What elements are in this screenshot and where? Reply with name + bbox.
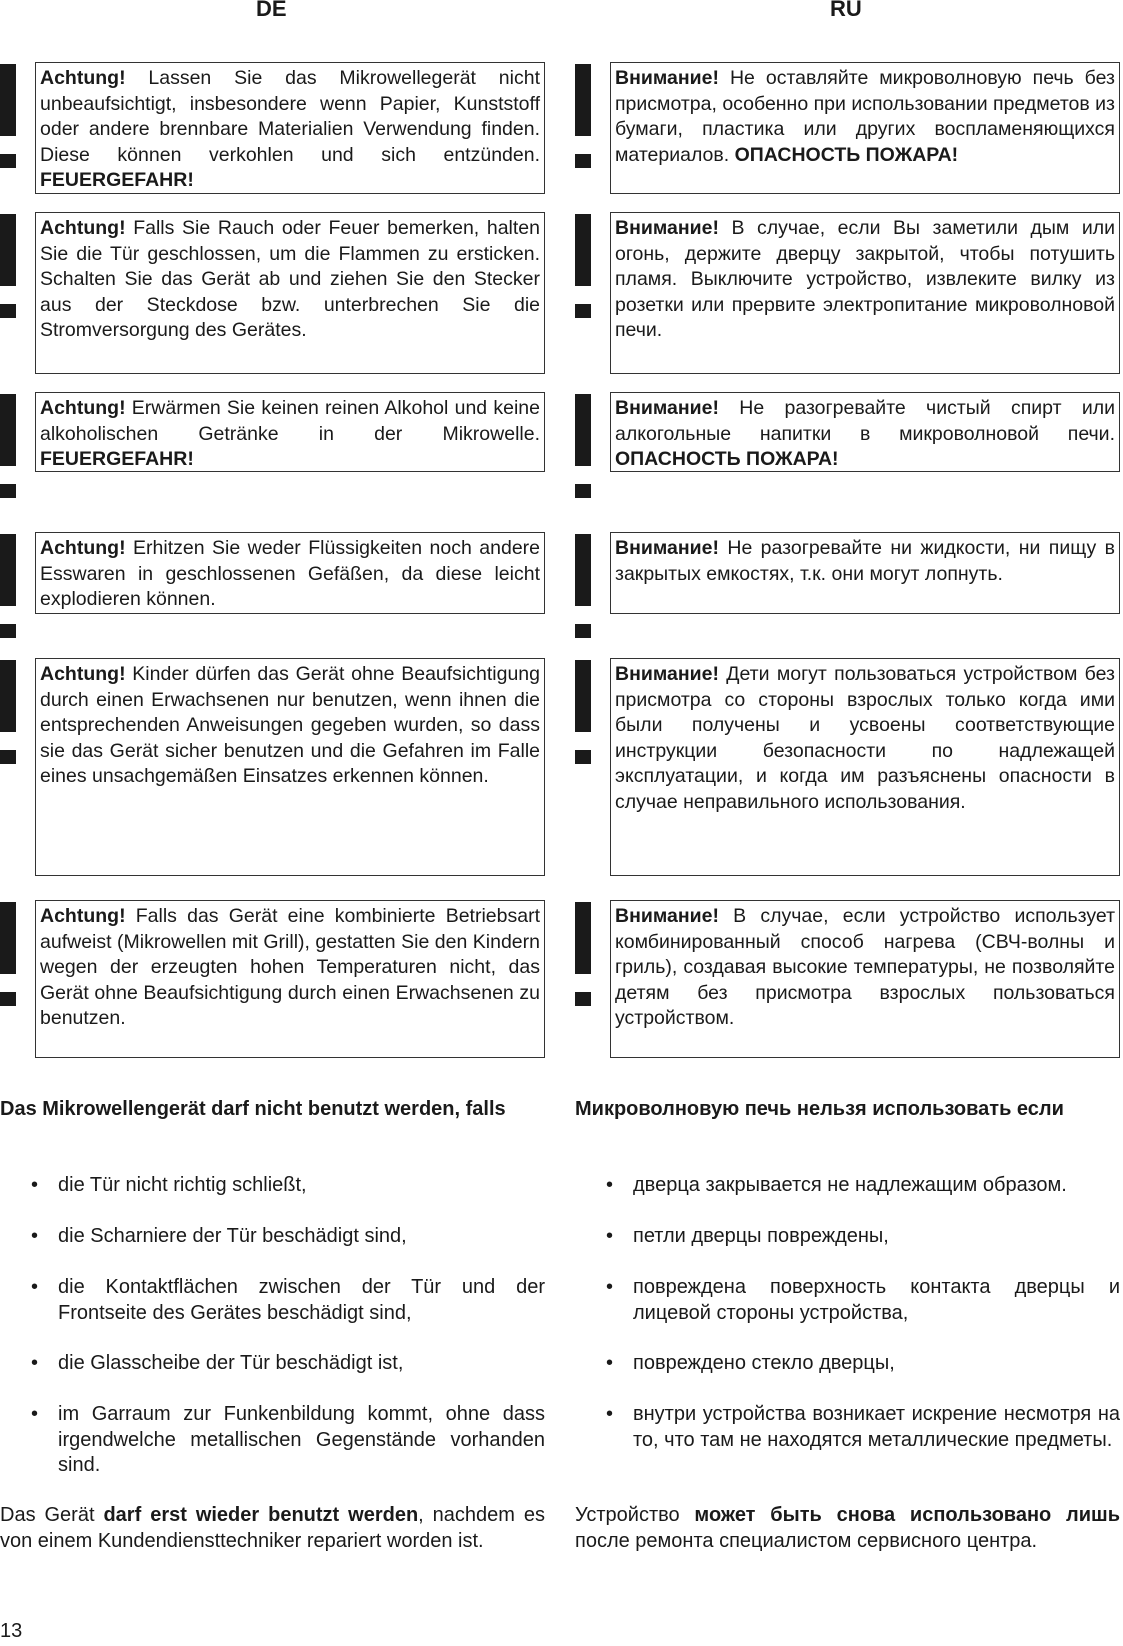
- warning-text: В случае, если устройство использует комбинированный способ нагрева (СВЧ-волны и гриль), создавая высокие температуры, не позволяйте детям без присмотра взрослых пользоваться устройством.: [615, 905, 1115, 1029]
- list-item-de: [31, 1173, 545, 1199]
- exclamation-icon: [575, 64, 591, 168]
- list-item-text: im Garraum zur Funkenbildung kommt, ohne dass irgendwelche metallischen Gegenstände vorhanden sind.: [58, 1403, 545, 1476]
- warning-text: Erhitzen Sie weder Flüssigkeiten noch andere Esswaren in geschlossenen Gefäßen, da diese leicht explodieren können.: [40, 537, 540, 610]
- warning-text: Falls Sie Rauch oder Feuer bemerken, halten Sie die Tür geschlossen, um die Flammen zu ersticken. Schalten Sie das Gerät ab und ziehen Sie den Stecker aus der Steckdose bzw. unterbrechen Sie die Stromversorgung des Gerätes.: [40, 217, 540, 341]
- list-item-text: die Tür nicht richtig schließt,: [58, 1174, 307, 1196]
- list-item-text: повреждено стекло дверцы,: [633, 1352, 895, 1374]
- warning-box-ru: [610, 392, 1120, 472]
- warning-label: Внимание!: [615, 905, 719, 927]
- final-note-de: [0, 1503, 545, 1554]
- final-note-text: , nachdem es von einem Kundendiensttechniker repariert worden ist.: [0, 1504, 546, 1552]
- warning-box-ru: [610, 62, 1120, 194]
- exclamation-icon: [0, 214, 16, 318]
- final-note-ru: [575, 1503, 1120, 1554]
- list-item-de: [31, 1402, 545, 1479]
- list-item-ru: [606, 1275, 1120, 1326]
- warning-box-ru: [610, 532, 1120, 614]
- warning-label: Achtung!: [40, 537, 126, 559]
- list-item-text: die Glasscheibe der Tür beschädigt ist,: [58, 1352, 404, 1374]
- exclamation-icon: [575, 902, 591, 1006]
- exclamation-icon: [0, 660, 16, 764]
- warning-emphasis: ОПАСНОСТЬ ПОЖАРА!: [734, 143, 959, 166]
- exclamation-icon: [575, 534, 591, 638]
- exclamation-icon: [575, 214, 591, 318]
- final-note-text: Устройство: [575, 1504, 695, 1526]
- list-item-de: [31, 1351, 545, 1377]
- warning-label: Achtung!: [40, 217, 126, 239]
- warning-box-de: [35, 212, 545, 374]
- exclamation-icon: [0, 902, 16, 1006]
- warning-label: Achtung!: [40, 663, 126, 685]
- warning-text: В случае, если Вы заметили дым или огонь, держите дверцу закрытой, чтобы потушить пламя. Выключите устройство, извлеките вилку из розетки или прервите электропитание микроволновой печи.: [615, 217, 1115, 341]
- warning-text: Kinder dürfen das Gerät ohne Beaufsichtigung durch einen Erwachsenen nur benutzen, wenn ihnen die entsprechenden Anweisungen gegeben wurden, so dass sie das Gerät sicher benutzen und die Gefahren im Falle eines unsachgemäßen Einsatzes erkennen können.: [40, 663, 540, 787]
- list-item-de: [31, 1224, 545, 1250]
- column-header-ru: RU: [830, 0, 862, 21]
- section-heading-de: Das Mikrowellengerät darf nicht benutzt werden, falls: [0, 1098, 506, 1120]
- list-item-ru: [606, 1173, 1120, 1199]
- warning-box-de: [35, 392, 545, 472]
- warning-box-de: [35, 658, 545, 876]
- warning-box-de: [35, 532, 545, 614]
- bullet-icon: •: [31, 1403, 39, 1425]
- list-item-text: die Kontaktflächen zwischen der Tür und der Frontseite des Gerätes beschädigt sind,: [58, 1276, 545, 1324]
- warning-emphasis: ОПАСНОСТЬ ПОЖАРА!: [615, 448, 839, 470]
- warning-text: Не оставляйте микроволновую печь без присмотра, особенно при использовании предметов из бумаги, пластика или других воспламеняющихся материалов.: [615, 67, 1115, 166]
- warning-box-ru: [610, 658, 1120, 876]
- warning-emphasis: FEUERGEFAHR!: [40, 169, 194, 191]
- bullet-icon: •: [606, 1276, 614, 1298]
- warning-label: Achtung!: [40, 397, 126, 419]
- warning-box-de: [35, 900, 545, 1058]
- warning-emphasis: FEUERGEFAHR!: [40, 448, 194, 470]
- exclamation-icon: [575, 394, 591, 498]
- warning-label: Achtung!: [40, 67, 126, 89]
- list-item-text: die Scharniere der Tür beschädigt sind,: [58, 1225, 407, 1247]
- column-header-de: DE: [256, 0, 287, 21]
- list-item-de: [31, 1275, 545, 1326]
- final-note-text: Das Gerät: [0, 1504, 104, 1526]
- list-item-text: внутри устройства возникает искрение несмотря на то, что там не находятся металлические предметы.: [633, 1403, 1120, 1451]
- warning-text: Не разогревайте чистый спирт или алкогольные напитки в микроволновой печи.: [615, 397, 1115, 445]
- exclamation-icon: [0, 534, 16, 638]
- warning-label: Внимание!: [615, 397, 719, 419]
- list-item-text: повреждена поверхность контакта дверцы и лицевой стороны устройства,: [633, 1276, 1120, 1324]
- warning-box-de: [35, 62, 545, 194]
- bullet-icon: •: [31, 1225, 39, 1247]
- list-item-text: дверца закрывается не надлежащим образом.: [633, 1174, 1067, 1196]
- bullet-icon: •: [606, 1225, 614, 1247]
- warning-text: Не разогревайте ни жидкости, ни пищу в закрытых емкостях, т.к. они могут лопнуть.: [615, 537, 1115, 585]
- bullet-icon: •: [31, 1174, 39, 1196]
- warning-label: Внимание!: [615, 67, 719, 89]
- warning-text: Дети могут пользоваться устройством без присмотра со стороны взрослых только когда ими были получены и усвоены соответствующие инструкции безопасности по надлежащей эксплуатации, и когда им разъяснены опасности в случае неправильного использования.: [615, 663, 1115, 813]
- warning-label: Внимание!: [615, 537, 719, 559]
- bullet-icon: •: [606, 1403, 614, 1425]
- bullet-icon: •: [31, 1276, 39, 1298]
- list-item-ru: [606, 1224, 1120, 1250]
- warning-text: Lassen Sie das Mikrowellegerät nicht unbeaufsichtigt, insbesondere wenn Papier, Kunststoff oder andere brennbare Materialien Verwendung finden. Diese können verkohlen und sich entzünden.: [40, 67, 540, 166]
- page-number: 13: [0, 1620, 23, 1642]
- list-item-text: петли дверцы повреждены,: [633, 1225, 889, 1247]
- exclamation-icon: [575, 660, 591, 764]
- bullet-icon: •: [606, 1174, 614, 1196]
- warning-text: Falls das Gerät eine kombinierte Betriebsart aufweist (Mikrowellen mit Grill), gestatten Sie den Kindern wegen der erzeugten hohen Temperaturen nicht, das Gerät ohne Beaufsichtigung durch einen Erwachsenen zu benutzen.: [40, 905, 540, 1029]
- warning-label: Achtung!: [40, 905, 126, 927]
- section-heading-ru: Микроволновую печь нельзя использовать если: [575, 1098, 1064, 1120]
- exclamation-icon: [0, 394, 16, 498]
- warning-text: Erwärmen Sie keinen reinen Alkohol und keine alkoholischen Getränke in der Mikrowelle.: [40, 397, 540, 445]
- bullet-icon: •: [606, 1352, 614, 1374]
- list-item-ru: [606, 1351, 1120, 1377]
- bullet-icon: •: [31, 1352, 39, 1374]
- exclamation-icon: [0, 64, 16, 168]
- warning-box-ru: [610, 212, 1120, 374]
- final-note-text: после ремонта специалистом сервисного центра.: [575, 1529, 1038, 1552]
- final-note-emphasis: darf erst wieder benutzt werden: [103, 1504, 419, 1526]
- final-note-emphasis: может быть снова использовано лишь: [694, 1504, 1121, 1526]
- warning-box-ru: [610, 900, 1120, 1058]
- warning-label: Внимание!: [615, 663, 719, 685]
- list-item-ru: [606, 1402, 1120, 1453]
- warning-label: Внимание!: [615, 217, 719, 239]
